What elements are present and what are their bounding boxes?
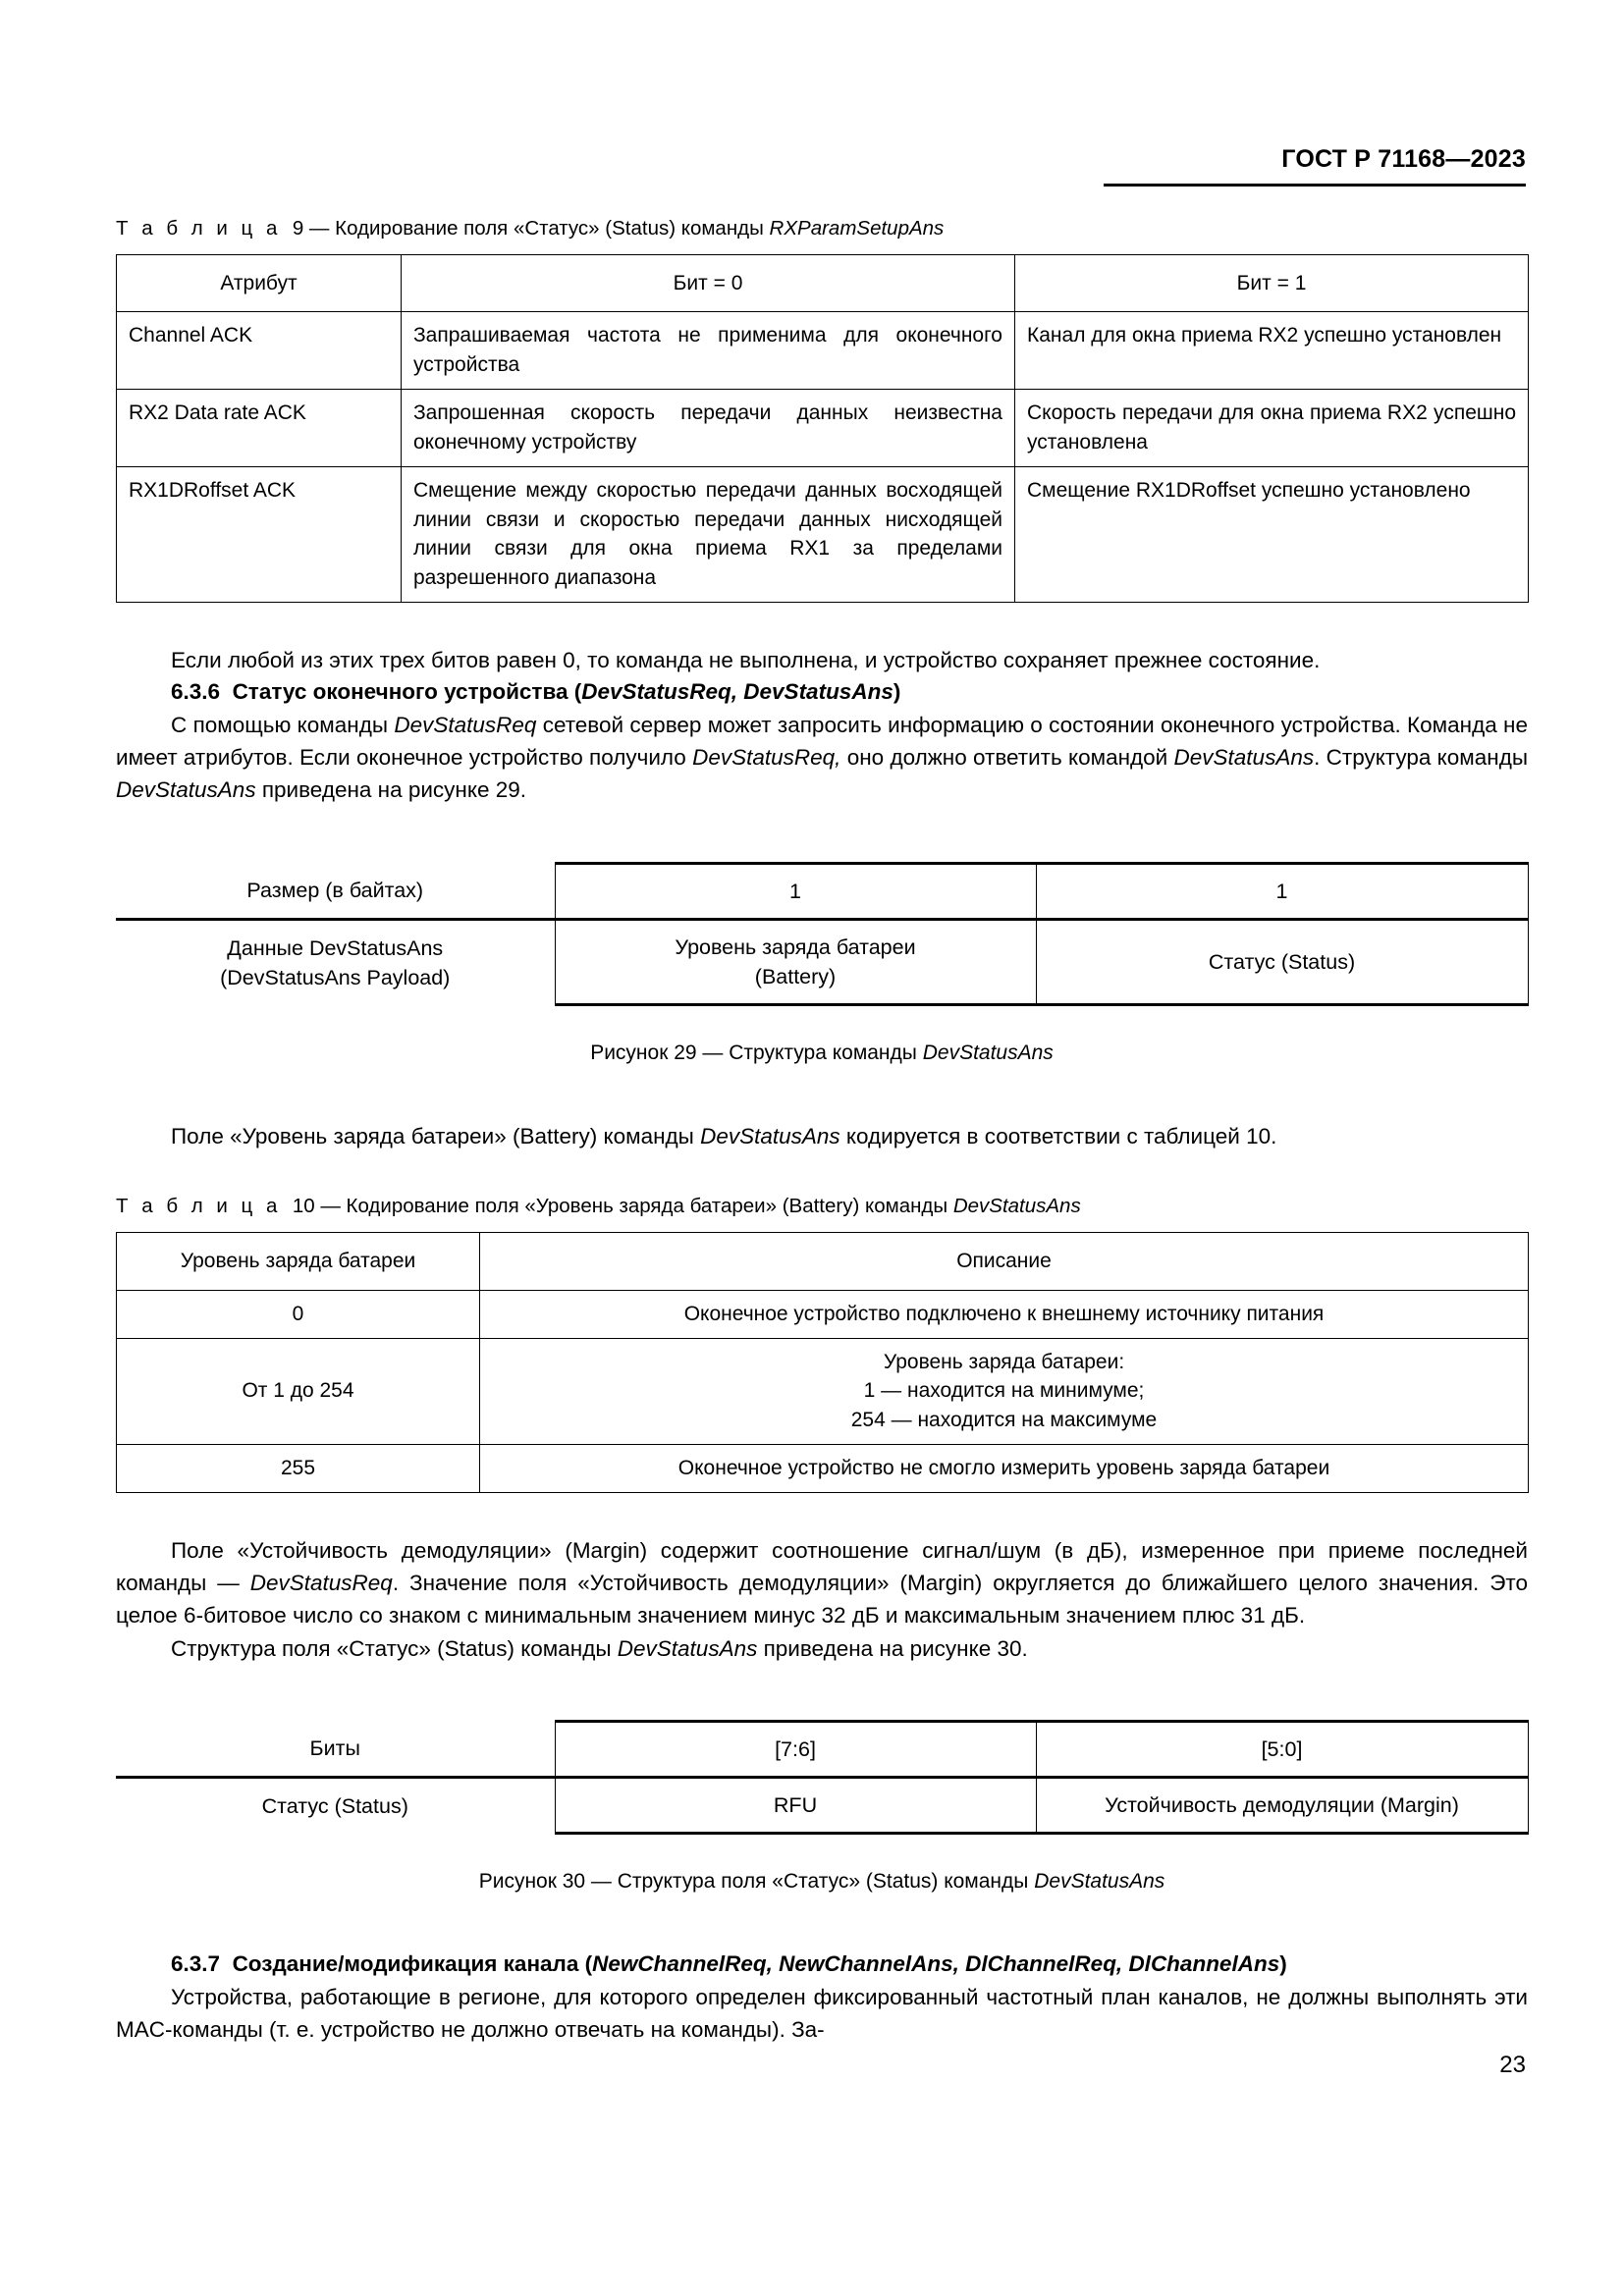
table9-caption — [116, 216, 1528, 242]
table10-caption-text: Кодирование поля «Уровень заряда батареи» (Battery) команды — [346, 1195, 953, 1218]
table9-header-bit0: Бит = 0 — [402, 254, 1015, 312]
paragraph-before-table10 — [116, 1120, 1528, 1152]
table10-caption-number: 10 — [292, 1195, 315, 1218]
section-636-close: ) — [893, 679, 901, 705]
table10-r2-description: Оконечное устройство не смогло измерить уровень заряда батареи — [480, 1445, 1529, 1493]
table9-r2-attribute: RX1DRoffset ACK — [117, 466, 402, 602]
s636-i1: DevStatusReq — [394, 712, 537, 737]
section-637-close: ) — [1279, 1951, 1287, 1977]
table-row — [117, 1445, 1529, 1493]
figure29-size-battery: 1 — [555, 863, 1036, 919]
pss-t1: Структура поля «Статус» (Status) команды — [171, 1635, 618, 1661]
table-row — [117, 466, 1529, 602]
section-636-commands: DevStatusReq, DevStatusAns — [581, 679, 893, 705]
figure29-payload-label-l1: Данные DevStatusAns — [227, 935, 444, 960]
table9-r0-bit0: Запрашиваемая частота не применима для оконечного устройства — [402, 312, 1015, 390]
table10-header-level: Уровень заряда батареи — [117, 1232, 480, 1290]
table9-r0-attribute: Channel ACK — [117, 312, 402, 390]
table10-header-row — [117, 1232, 1529, 1290]
s636-i4: DevStatusAns — [116, 777, 256, 803]
table9-caption-text: Кодирование поля «Статус» (Status) команды — [335, 217, 770, 240]
figure-30-row-status — [116, 1778, 1528, 1834]
figure30-bits-margin: [5:0] — [1036, 1722, 1528, 1778]
table10-r1-desc-l2: 1 — находится на минимуме; — [863, 1379, 1145, 1403]
figure-29-table — [116, 862, 1529, 1006]
figure29-field-status: Статус (Status) — [1036, 919, 1528, 1004]
table10-r1-desc-l3: 254 — находится на максимуме — [850, 1409, 1158, 1432]
pb10-t1: Поле «Уровень заряда батареи» (Battery) команды — [171, 1124, 701, 1149]
figure29-caption-text: Рисунок 29 — Структура команды — [590, 1041, 923, 1065]
figure29-size-status: 1 — [1036, 863, 1528, 919]
figure29-payload-label — [116, 919, 555, 1004]
section-637-commands: NewChannelReq, NewChannelAns, DlChannelReq, DlChannelAns — [592, 1951, 1280, 1977]
table10-r1-description — [480, 1338, 1529, 1444]
table9-caption-label: Т а б л и ц а — [116, 217, 282, 240]
s636-t2: сетевой сервер может запросить информацию о состоянии оконечного устройства. Команда не имеет атрибутов. Если оконечное устройство получило — [116, 712, 1528, 771]
table-row — [117, 1290, 1529, 1338]
standard-header: ГОСТ Р 71168—2023 — [1281, 145, 1526, 173]
page-number: 23 — [1499, 2052, 1526, 2078]
section-636-number: 6.3.6 — [171, 679, 221, 705]
table9-header-bit1: Бит = 1 — [1015, 254, 1529, 312]
s636-t4: . Структура команды — [1314, 745, 1528, 771]
table9-r2-bit0: Смещение между скоростью передачи данных восходящей линии связи и скоростью передачи данных нисходящей линии связи для окна приема RX1 за пределами разрешенного диапазона — [402, 466, 1015, 602]
table-row — [117, 1338, 1529, 1444]
table10-r2-level: 255 — [117, 1445, 480, 1493]
table9-r1-attribute: RX2 Data rate ACK — [117, 390, 402, 467]
figure30-caption-command: DevStatusAns — [1034, 1870, 1165, 1894]
table9-r1-bit1: Скорость передачи для окна приема RX2 успешно установлена — [1015, 390, 1529, 467]
page-content — [116, 216, 1528, 2046]
s636-i2: DevStatusReq, — [692, 745, 841, 771]
figure-29-row-payload — [116, 919, 1528, 1004]
table-row — [117, 390, 1529, 467]
table9-header-row — [117, 254, 1529, 312]
figure-30-row-bits — [116, 1722, 1528, 1778]
s636-t1: С помощью команды — [171, 712, 395, 737]
section-636-paragraph — [116, 709, 1528, 807]
table-10 — [116, 1232, 1529, 1493]
pss-t2: приведена на рисунке 30. — [757, 1635, 1028, 1661]
s636-t5: приведена на рисунке 29. — [255, 777, 526, 803]
section-637-title: Создание/модификация канала ( — [232, 1951, 593, 1977]
section-636-title: Статус оконечного устройства ( — [232, 679, 582, 705]
figure-29 — [116, 862, 1528, 1065]
paragraph-structure-status — [116, 1632, 1528, 1665]
table9-r2-bit1: Смещение RX1DRoffset успешно установлено — [1015, 466, 1529, 602]
pm-t2: . Значение поля «Устойчивость демодуляции» (Margin) округляется до ближайшего целого значения. Это целое 6-битовое число со знаком с минимальным значением минус 32 дБ и максимальным значением плюс 31 дБ. — [116, 1571, 1528, 1629]
table10-r1-desc-l1: Уровень заряда батареи: — [883, 1350, 1125, 1373]
pb10-i1: DevStatusAns — [700, 1124, 840, 1149]
section-637-number: 6.3.7 — [171, 1951, 221, 1977]
figure30-bits-rfu: [7:6] — [555, 1722, 1036, 1778]
figure-30-table — [116, 1720, 1529, 1835]
section-heading-637 — [116, 1949, 1528, 1981]
figure30-bits-label: Биты — [116, 1722, 555, 1778]
s636-t3: оно должно ответить командой — [840, 745, 1174, 771]
figure29-battery-l2: (Battery) — [754, 964, 837, 988]
table9-caption-number: 9 — [292, 217, 304, 240]
pm-t1: Поле «Устойчивость демодуляции» (Margin) содержит соотношение сигнал/шум (в дБ), измеренное при приеме последней команды — — [116, 1537, 1528, 1596]
figure-30-caption — [116, 1870, 1528, 1894]
figure30-status-label: Статус (Status) — [261, 1793, 408, 1818]
table10-r0-level: 0 — [117, 1290, 480, 1338]
figure-29-caption — [116, 1041, 1528, 1065]
pb10-t2: кодируется в соответствии с таблицей 10. — [839, 1124, 1277, 1149]
table10-caption-command: DevStatusAns — [952, 1195, 1081, 1218]
figure29-caption-command: DevStatusAns — [922, 1041, 1054, 1065]
figure-29-row-size — [116, 863, 1528, 919]
table10-caption — [116, 1194, 1528, 1220]
paragraph-after-table9: Если любой из этих трех битов равен 0, то команда не выполнена, и устройство сохраняет прежнее состояние. — [171, 647, 1321, 672]
paragraph-margin — [116, 1534, 1528, 1632]
table9-r1-bit0: Запрошенная скорость передачи данных неизвестна оконечному устройству — [402, 390, 1015, 467]
table-row — [117, 312, 1529, 390]
figure29-field-battery — [555, 919, 1036, 1004]
figure29-payload-label-l2: (DevStatusAns Payload) — [220, 965, 451, 989]
section-heading-636 — [116, 676, 1528, 709]
table10-r1-level: От 1 до 254 — [117, 1338, 480, 1444]
s636-i3: DevStatusAns — [1173, 745, 1315, 771]
table10-r0-description: Оконечное устройство подключено к внешнему источнику питания — [480, 1290, 1529, 1338]
table9-r0-bit1: Канал для окна приема RX2 успешно установлен — [1015, 312, 1529, 390]
section-637-paragraph: Устройства, работающие в регионе, для которого определен фиксированный частотный план каналов, не должны выполнять эти MAC-команды (т. е. устройство не должно отвечать на команды). За- — [116, 1984, 1528, 2043]
table10-caption-label: Т а б л и ц а — [116, 1195, 282, 1218]
header-rule — [1104, 184, 1526, 187]
pss-i1: DevStatusAns — [617, 1635, 758, 1661]
figure29-size-label: Размер (в байтах) — [116, 863, 555, 919]
figure30-field-margin: Устойчивость демодуляции (Margin) — [1036, 1778, 1528, 1834]
pm-i1: DevStatusReq — [249, 1571, 393, 1596]
figure30-caption-text: Рисунок 30 — Структура поля «Статус» (Status) команды — [478, 1870, 1035, 1894]
table9-caption-dash: — — [308, 217, 330, 240]
table9-caption-command: RXParamSetupAns — [769, 217, 945, 240]
table10-header-description: Описание — [480, 1232, 1529, 1290]
figure29-battery-l1: Уровень заряда батареи — [675, 934, 916, 959]
table10-caption-dash: — — [320, 1195, 341, 1218]
table9-header-attribute: Атрибут — [117, 254, 402, 312]
figure-30 — [116, 1720, 1528, 1894]
figure30-field-rfu: RFU — [555, 1778, 1036, 1834]
table-9 — [116, 254, 1529, 603]
